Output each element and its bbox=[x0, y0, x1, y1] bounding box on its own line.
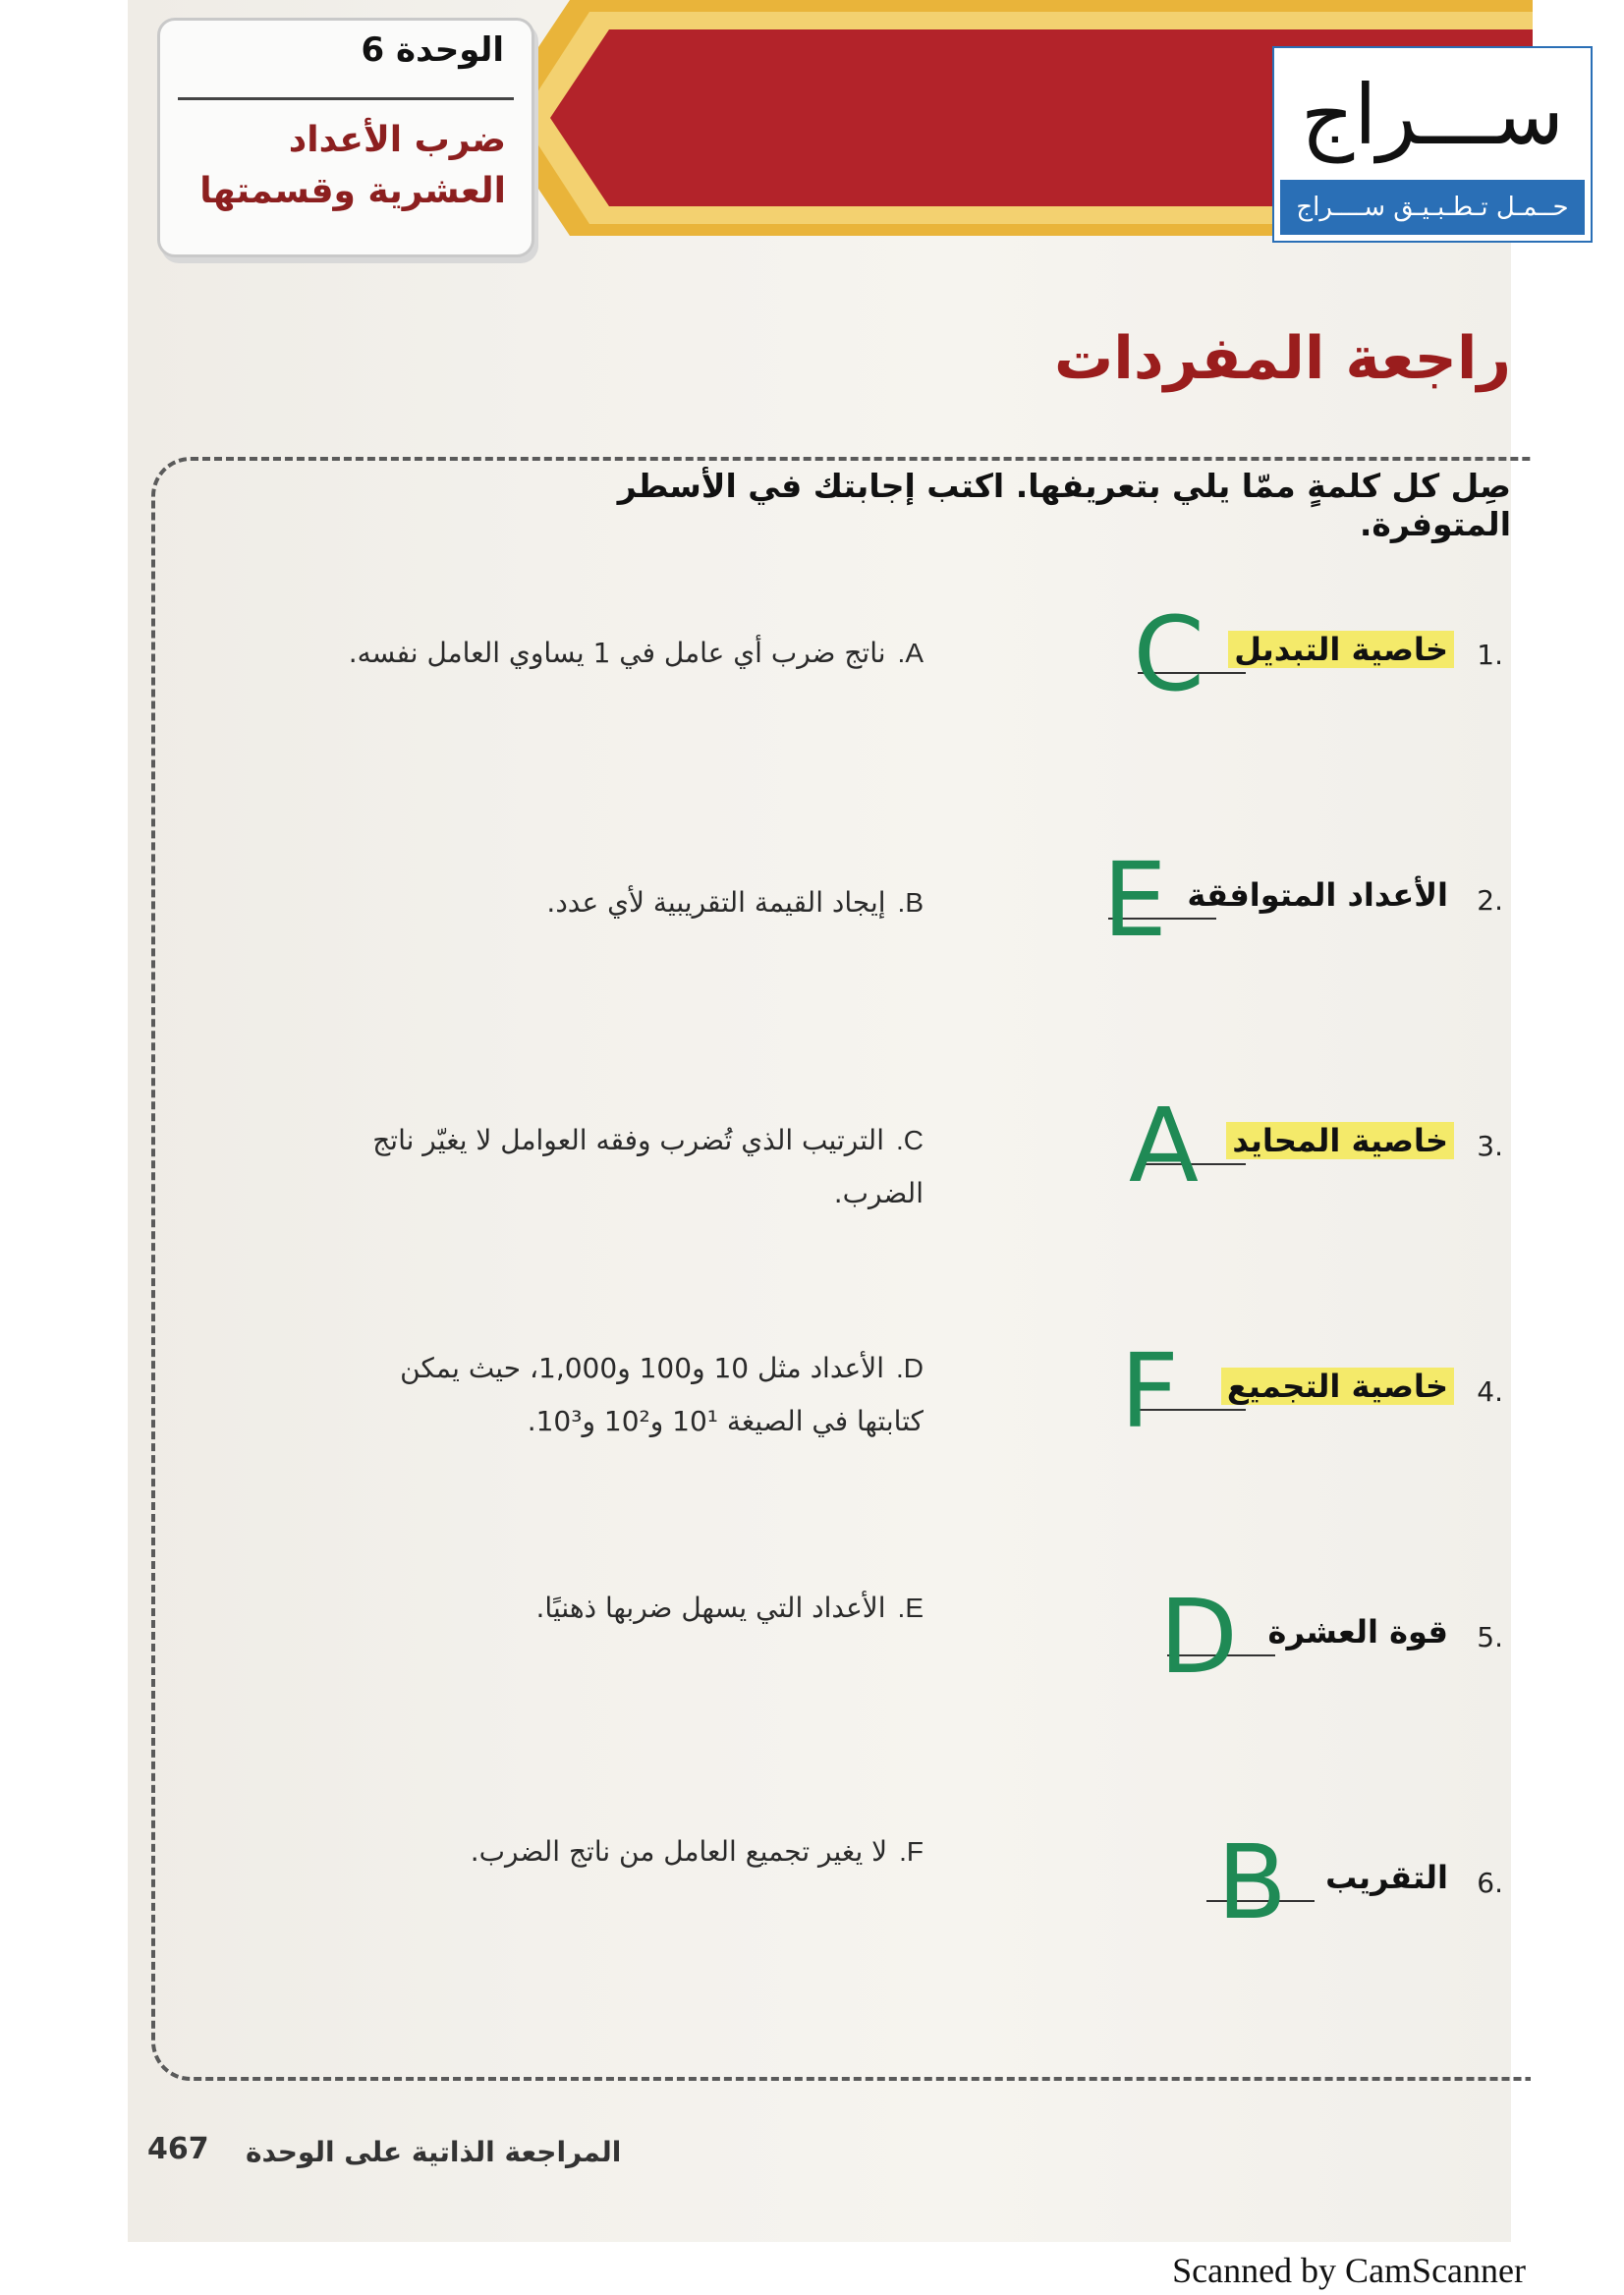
definition-text: لا يغير تجميع العامل من ناتج الضرب. bbox=[470, 1835, 888, 1868]
definition bbox=[334, 1342, 924, 1448]
logo-tagline: حــمـل تـطـبـيـق ســــراج bbox=[1280, 180, 1585, 235]
term-number: 2. bbox=[1477, 884, 1503, 917]
handwritten-answer: E bbox=[1102, 840, 1167, 960]
page-number: 467 bbox=[147, 2132, 209, 2166]
term-row bbox=[902, 1822, 1511, 1955]
definition-letter: E. bbox=[897, 1593, 924, 1623]
term-row bbox=[902, 1086, 1511, 1218]
term-number: 5. bbox=[1477, 1621, 1503, 1653]
definition-letter: A. bbox=[897, 638, 924, 668]
definition bbox=[334, 1825, 924, 1878]
handwritten-answer: B bbox=[1216, 1822, 1287, 1942]
scanner-watermark: Scanned by CamScanner bbox=[1172, 2251, 1526, 2290]
term-label: التقريب bbox=[1325, 1859, 1448, 1896]
unit-label: الوحدة 6 bbox=[361, 30, 504, 70]
term-row bbox=[902, 840, 1511, 973]
definition bbox=[334, 876, 924, 929]
definition bbox=[334, 627, 924, 680]
handwritten-answer: C bbox=[1133, 594, 1204, 714]
term-label: خاصية التجميع bbox=[1221, 1368, 1454, 1405]
term-number: 6. bbox=[1477, 1867, 1503, 1899]
unit-card bbox=[157, 18, 534, 257]
section-title: راجعة المفردات bbox=[1054, 324, 1511, 393]
unit-title: ضرب الأعداد العشرية وقسمتها bbox=[199, 120, 506, 211]
definition bbox=[334, 1582, 924, 1635]
definition-text: الأعداد مثل 10 و100 و1,000، حيث يمكن كتابتها في الصيغة 10¹ و10² و10³. bbox=[400, 1352, 924, 1437]
logo-wordmark: ســـراج bbox=[1300, 67, 1565, 163]
term-row bbox=[902, 1577, 1511, 1709]
term-number: 3. bbox=[1477, 1130, 1503, 1162]
term-label: قوة العشرة bbox=[1267, 1613, 1448, 1651]
definition-text: ناتج ضرب أي عامل في 1 يساوي العامل نفسه. bbox=[348, 637, 886, 669]
definition-letter: F. bbox=[899, 1836, 924, 1867]
definition-letter: B. bbox=[897, 887, 924, 918]
definition-text: إيجاد القيمة التقريبية لأي عدد. bbox=[546, 886, 886, 919]
page-footer bbox=[147, 2132, 737, 2191]
siraj-logo bbox=[1272, 46, 1593, 243]
term-number: 1. bbox=[1477, 639, 1503, 671]
handwritten-answer: A bbox=[1128, 1086, 1199, 1205]
handwritten-answer: D bbox=[1158, 1577, 1238, 1697]
definition-text: الترتيب الذي تُضرب وفقه العوامل لا يغيّر ناتج الضرب. bbox=[372, 1124, 924, 1209]
definition-text: الأعداد التي يسهل ضربها ذهنيًا. bbox=[535, 1592, 886, 1624]
scanned-page bbox=[128, 0, 1569, 2242]
term-label: خاصية المحايد bbox=[1226, 1122, 1454, 1159]
term-row bbox=[902, 1331, 1511, 1464]
instructions: صِل كل كلمةٍ ممّا يلي بتعريفها. اكتب إجابتك في الأسطر المتوفرة. bbox=[617, 467, 1511, 543]
definition bbox=[334, 1114, 924, 1220]
term-number: 4. bbox=[1477, 1375, 1503, 1408]
handwritten-answer: F bbox=[1120, 1331, 1179, 1451]
term-row bbox=[902, 594, 1511, 727]
footer-title: المراجعة الذاتية على الوحدة bbox=[246, 2136, 622, 2168]
definition-letter: D. bbox=[895, 1353, 924, 1383]
term-label: الأعداد المتوافقة bbox=[1187, 876, 1448, 914]
unit-divider bbox=[178, 97, 514, 100]
definition-letter: C. bbox=[895, 1125, 924, 1155]
term-label: خاصية التبديل bbox=[1228, 631, 1454, 668]
